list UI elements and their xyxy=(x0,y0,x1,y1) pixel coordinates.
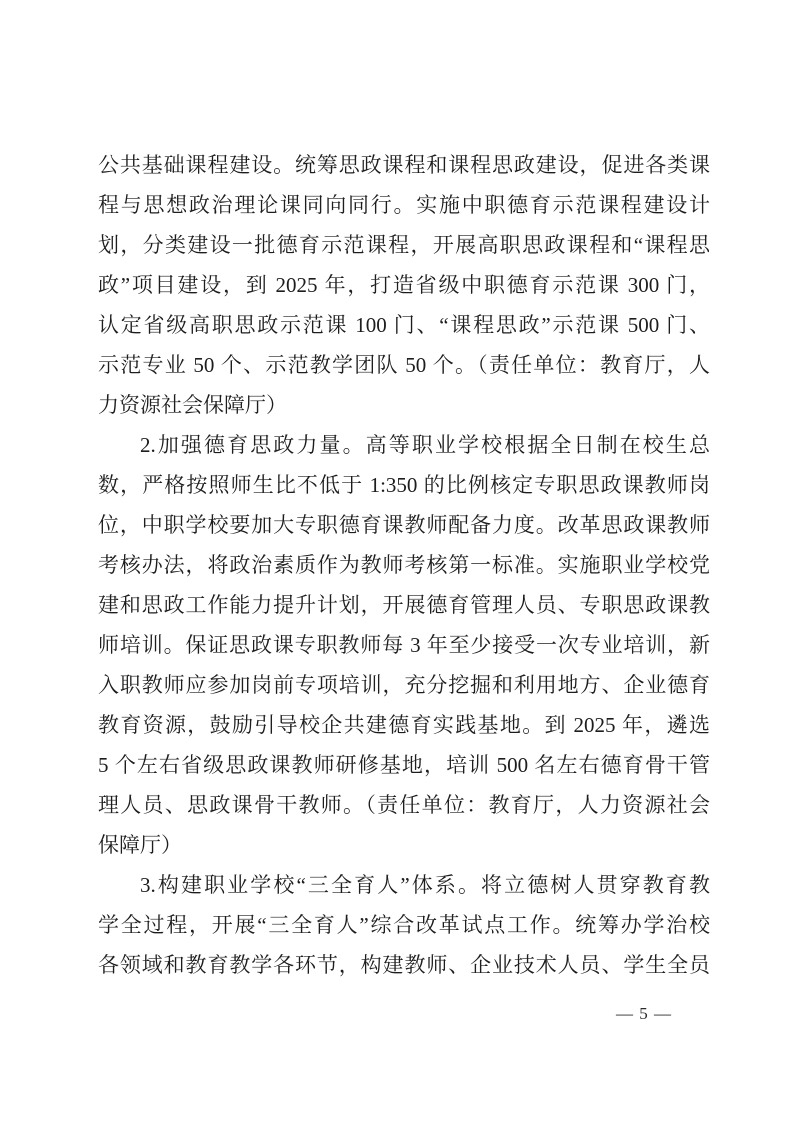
text-line: 数，严格按照师生比不低于 1:350 的比例核定专职思政课教师岗 xyxy=(98,473,710,497)
text-line: 公共基础课程建设。统筹思政课程和课程思政建设，促进各类课 xyxy=(98,153,710,177)
text-line: 2.加强德育思政力量。高等职业学校根据全日制在校生总 xyxy=(140,433,710,457)
text-line: 入职教师应参加岗前专项培训，充分挖掘和利用地方、企业德育 xyxy=(98,673,710,697)
text-line: 考核办法，将政治素质作为教师考核第一标准。实施职业学校党 xyxy=(98,553,710,577)
paragraph xyxy=(98,425,710,865)
document-body xyxy=(98,145,710,985)
text-line: 学全过程，开展“三全育人”综合改革试点工作。统筹办学治校 xyxy=(98,913,710,937)
text-line: 3.构建职业学校“三全育人”体系。将立德树人贯穿教育教 xyxy=(140,873,710,897)
text-line: 力资源社会保障厅） xyxy=(98,393,287,417)
text-line: 政”项目建设，到 2025 年，打造省级中职德育示范课 300 门， xyxy=(98,273,710,297)
text-line: 保障厅） xyxy=(98,833,182,857)
text-line: 认定省级高职思政示范课 100 门、“课程思政”示范课 500 门、 xyxy=(98,313,710,337)
text-line: 各领域和教育教学各环节，构建教师、企业技术人员、学生全员 xyxy=(98,953,710,977)
text-line: 理人员、思政课骨干教师。（责任单位：教育厅，人力资源社会 xyxy=(98,793,710,817)
text-line: 建和思政工作能力提升计划，开展德育管理人员、专职思政课教 xyxy=(98,593,710,617)
page-number: — 5 — xyxy=(616,1004,672,1023)
text-line: 划，分类建设一批德育示范课程，开展高职思政课程和“课程思 xyxy=(98,233,710,257)
text-line: 教育资源，鼓励引导校企共建德育实践基地。到 2025 年，遴选 xyxy=(98,713,710,737)
text-line: 5 个左右省级思政课教师研修基地，培训 500 名左右德育骨干管 xyxy=(98,753,710,777)
paragraph xyxy=(98,145,710,425)
text-line: 程与思想政治理论课同向同行。实施中职德育示范课程建设计 xyxy=(98,193,710,217)
text-line: 师培训。保证思政课专职教师每 3 年至少接受一次专业培训，新 xyxy=(98,633,710,657)
text-line: 示范专业 50 个、示范教学团队 50 个。（责任单位：教育厅，人 xyxy=(98,353,710,377)
text-line: 位，中职学校要加大专职德育课教师配备力度。改革思政课教师 xyxy=(98,513,710,537)
paragraph xyxy=(98,865,710,985)
